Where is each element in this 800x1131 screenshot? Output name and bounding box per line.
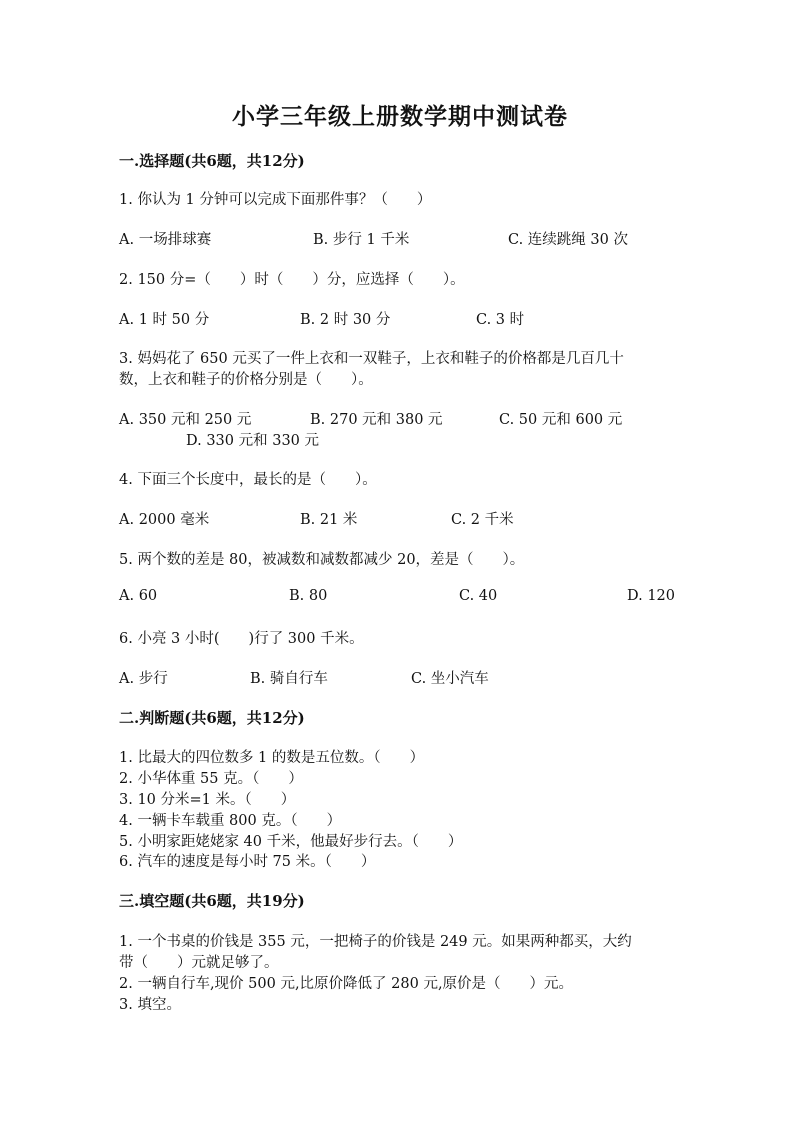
- judgement-item: 5. 小明家距姥姥家 40 千米，他最好步行去。（ ）: [119, 834, 463, 850]
- fill-in-item: 2. 一辆自行车,现价 500 元,比原价降低了 280 元,原价是（ ）元。: [119, 976, 574, 992]
- question-stem: 1. 你认为 1 分钟可以完成下面那件事？（ ）: [119, 192, 432, 208]
- question-stem-line1: 3. 妈妈花了 650 元买了一件上衣和一双鞋子，上衣和鞋子的价格都是几百几十: [119, 351, 624, 367]
- option-b: B. 步行 1 千米: [313, 232, 410, 248]
- option-c: C. 连续跳绳 30 次: [508, 232, 628, 248]
- fill-in-item: 1. 一个书桌的价钱是 355 元，一把椅子的价钱是 249 元。如果两种都买，大约: [119, 934, 632, 950]
- page-title: 小学三年级上册数学期中测试卷: [232, 103, 568, 130]
- option-c: C. 50 元和 600 元: [499, 412, 623, 428]
- option-c: C. 40: [459, 588, 498, 604]
- judgement-item: 2. 小华体重 55 克。（ ）: [119, 771, 303, 787]
- option-b: B. 骑自行车: [250, 671, 328, 687]
- option-a: A. 一场排球赛: [119, 232, 212, 248]
- fill-in-item-continued: 带（ ）元就足够了。: [119, 955, 279, 971]
- judgement-item: 4. 一辆卡车载重 800 克。（ ）: [119, 813, 342, 829]
- question-stem: 2. 150 分=（ ）时（ ）分，应选择（ ）。: [119, 272, 465, 288]
- option-b: B. 21 米: [300, 512, 358, 528]
- section-heading-judgement: 二.判断题(共6题，共12分): [119, 709, 305, 727]
- option-a: A. 1 时 50 分: [119, 312, 210, 328]
- question-stem: 5. 两个数的差是 80，被减数和减数都减少 20，差是（ ）。: [119, 552, 525, 568]
- judgement-item: 1. 比最大的四位数多 1 的数是五位数。（ ）: [119, 750, 425, 766]
- option-a: A. 350 元和 250 元: [119, 412, 252, 428]
- question-stem-line2: 数，上衣和鞋子的价格分别是（ ）。: [119, 372, 373, 388]
- section-heading-choice: 一.选择题(共6题，共12分): [119, 152, 305, 170]
- option-b: B. 270 元和 380 元: [310, 412, 443, 428]
- section-heading-fill-in: 三.填空题(共6题，共19分): [119, 892, 305, 910]
- option-d: D. 120: [627, 588, 676, 604]
- option-c: C. 2 千米: [451, 512, 514, 528]
- option-c: C. 坐小汽车: [411, 671, 489, 687]
- option-a: A. 步行: [119, 671, 168, 687]
- option-c: C. 3 时: [476, 312, 525, 328]
- question-stem: 4. 下面三个长度中，最长的是（ ）。: [119, 472, 377, 488]
- option-b: B. 80: [289, 588, 328, 604]
- option-b: B. 2 时 30 分: [300, 312, 391, 328]
- option-a: A. 60: [119, 588, 158, 604]
- fill-in-item: 3. 填空。: [119, 997, 181, 1013]
- option-d: D. 330 元和 330 元: [186, 433, 320, 449]
- option-a: A. 2000 毫米: [119, 512, 210, 528]
- judgement-item: 3. 10 分米=1 米。（ ）: [119, 792, 296, 808]
- question-stem: 6. 小亮 3 小时( )行了 300 千米。: [119, 631, 364, 647]
- judgement-item: 6. 汽车的速度是每小时 75 米。（ ）: [119, 854, 376, 870]
